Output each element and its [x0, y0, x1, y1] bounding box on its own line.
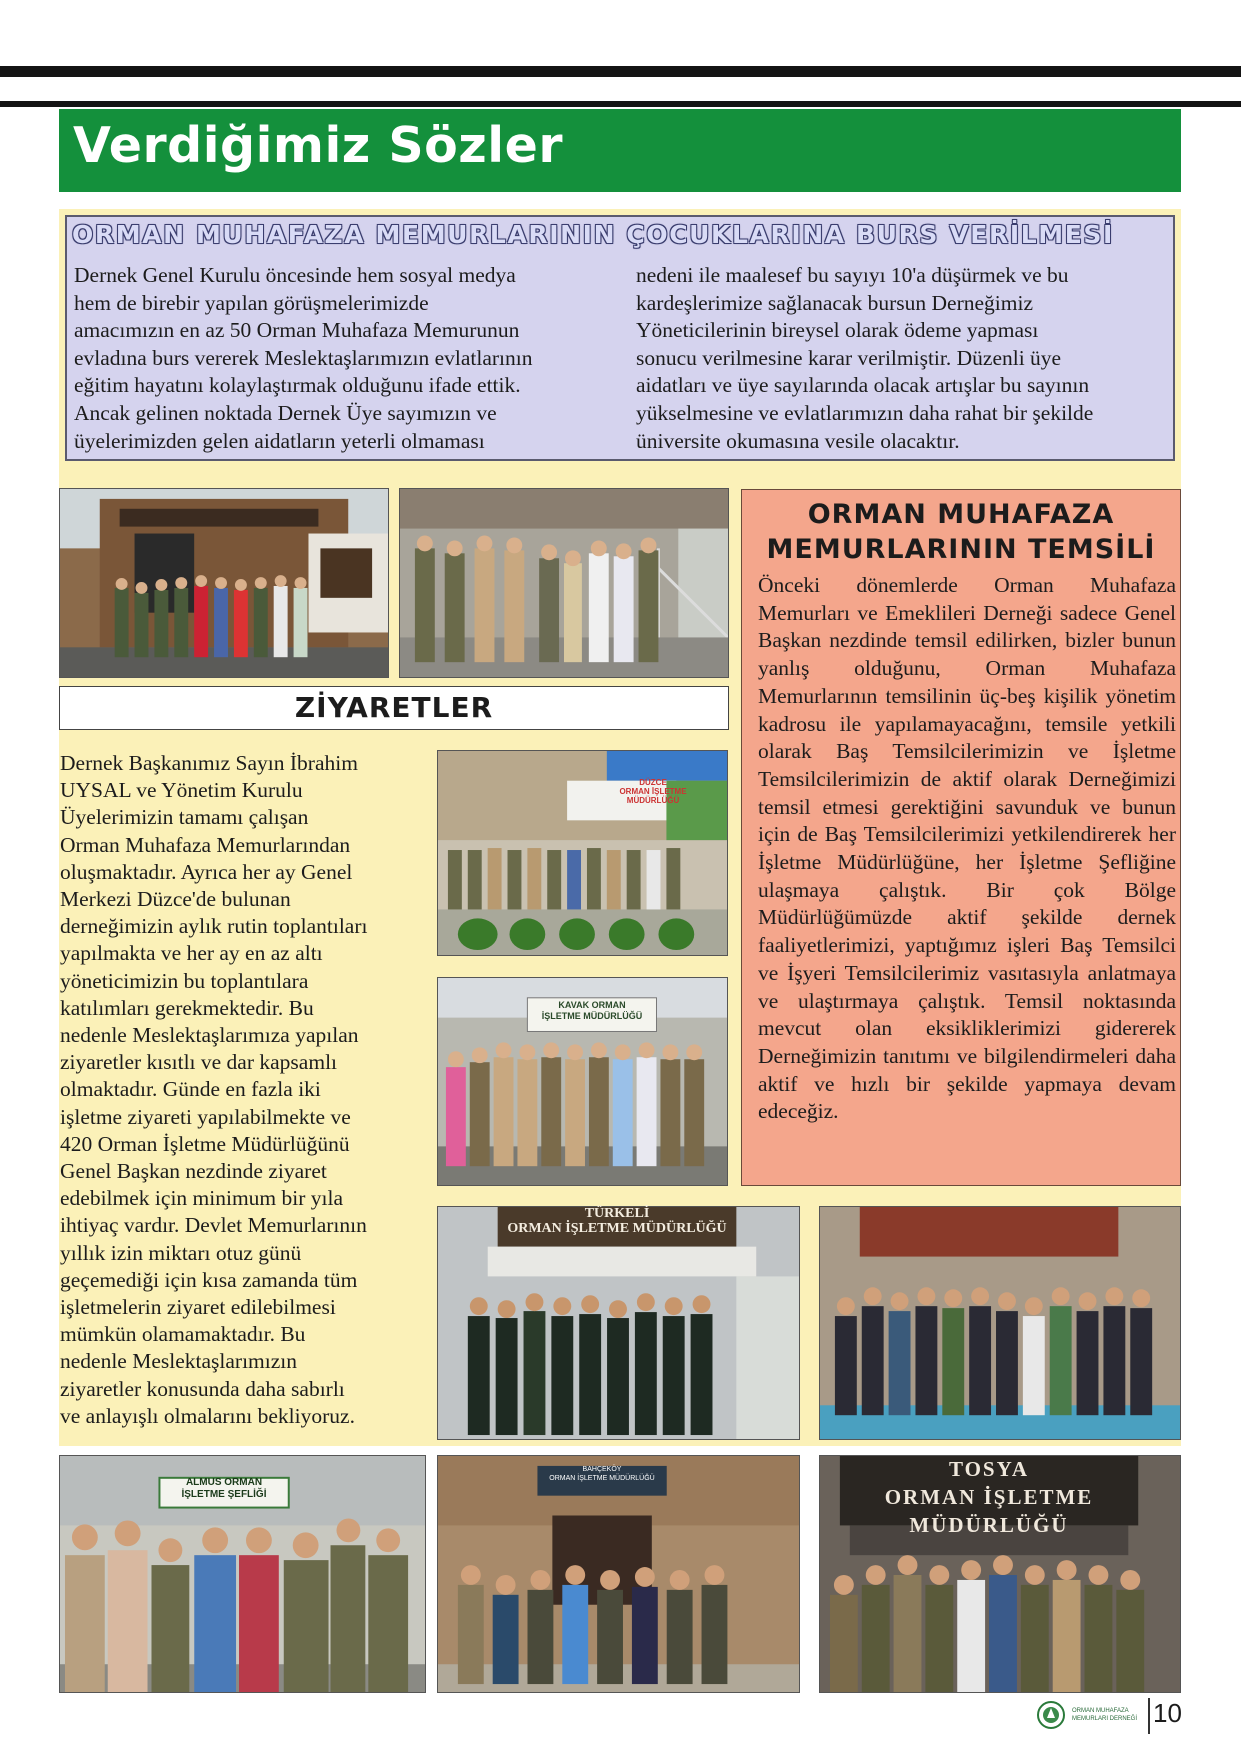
representation-title: ORMAN MUHAFAZA MEMURLARININ TEMSİLİ	[766, 499, 1156, 565]
visits-text: Dernek Başkanımız Sayın İbrahim UYSAL ve Yönetim Kurulu Üyelerimizin tamamı çalışan Orman Muhafaza Memurlarından oluşmaktadır. Ayrıca her ay Genel Merkezi Düzce'de bulunan derneğimizin aylık rutin toplantıları yapılmakta ve her ay en az altı yöneticimizin bu toplantılara katılımları gerekmektedir. Bu nedenle Meslektaşlarımıza yapılan ziyaretler kısıtlı ve dar kapsamlı olmaktadır. Günde en fazla iki işletme ziyareti yapılabilmekte ve 420 Orman İşletme Müdürlüğünü Genel Başkan nezdinde ziyaret edebilmek için minimum bir yıla ihtiyaç vardır. Devlet Memurlarının yıllık izin miktarı otuz günü geçemediği için kısa zamanda tüm işletmelerin ziyaret edilebilmesi mümkün olamamaktadır. Bu nedenle Meslektaşlarımızın ziyaretler konusunda daha sabırlı ve anlayışlı olmalarını bekliyoruz.	[60, 751, 368, 1428]
visits-title-box	[59, 686, 729, 730]
visits-title: ZİYARETLER	[294, 691, 494, 724]
footer-divider	[1148, 1698, 1150, 1734]
photo-bahcekoy	[437, 1455, 800, 1693]
sign-almus: ALMUS ORMAN İŞLETME ŞEFLİĞİ	[181, 1477, 267, 1500]
page-title-bar	[59, 109, 1181, 192]
association-logo-icon	[1036, 1700, 1066, 1730]
header-rule-thick	[0, 66, 1241, 77]
photo-large-group	[819, 1206, 1181, 1440]
photo-group-building	[59, 488, 389, 678]
representation-text: Önceki dönemlerde Orman Muhafaza Memurları ve Emeklileri Derneği sadece Genel Başkan nezdinde temsil edilirken, bizler bunun yanlış olduğunu, Orman Muhafaza Memurlarının temsilinin üç-beş kişilik yönetim kadrosu ile yapılamayacağını, temsile yetkili olarak Baş Temsilcilerimizin ve İşletme Temsilcilerimizin de aktif olarak Derneğimizi temsil etmesi gerektiğini savunduk ve bunun için de Baş Temsilcilerimizi yetkilendirerek her İşletme Müdürlüğüne, her İşletme Şefliğine ulaşmaya çalıştık. Bir çok Bölge Müdürlüğümüzde aktif şekilde dernek faaliyetlerimizi, yaptığımız işleri Baş Temsilci ve İşyeri Temsilcilerimiz vasıtasıyla anlatmaya ve ulaştırmaya çalıştık. Temsil noktasında mevcut olan eksikliklerimizi gidererek Derneğimizin tanıtımı ve bilgilendirmeleri daha aktif ve hızlı bir şekilde yapmaya devam edeceğiz.	[758, 573, 1176, 1124]
sign-kavak: KAVAK ORMAN İŞLETME MÜDÜRLÜĞÜ	[541, 1000, 643, 1021]
sign-duzce: DÜZCE ORMAN İŞLETME MÜDÜRLÜĞÜ	[619, 778, 687, 805]
sign-tosya: TOSYA ORMAN İŞLETME MÜDÜRLÜĞÜ	[884, 1457, 1094, 1537]
scholarship-title: ORMAN MUHAFAZA MEMURLARININ ÇOCUKLARINA BURS VERİLMESİ	[72, 220, 1114, 249]
sign-bahcekoy: BAHÇEKÖY ORMAN İŞLETME MÜDÜRLÜĞÜ	[549, 1466, 655, 1482]
scholarship-text-left: Dernek Genel Kurulu öncesinde hem sosyal medya hem de birebir yapılan görüşmelerimizde amacımızın en az 50 Orman Muhafaza Memurunun evladına burs vererek Meslektaşlarımızın evlatlarının eğitim hayatını kolaylaştırmak olduğunu ifade ettik. Ancak gelinen noktada Dernek Üye sayımızın ve üyelerimizden gelen aidatların yeterli olmaması	[74, 263, 533, 453]
page-title: Verdiğimiz Sözler	[73, 117, 563, 174]
page-number: 10	[1153, 1698, 1182, 1728]
sign-turkeli: TÜRKELİ ORMAN İŞLETME MÜDÜRLÜĞÜ	[507, 1206, 727, 1236]
footer-org-name: ORMAN MUHAFAZA MEMURLARI DERNEĞİ	[1072, 1708, 1138, 1722]
photo-group-stairs	[399, 488, 729, 678]
photo-turkeli	[437, 1206, 800, 1440]
scholarship-text-right: nedeni ile maalesef bu sayıyı 10'a düşürmek ve bu kardeşlerimize sağlanacak bursun Derneğimiz Yöneticilerinin bireysel olarak ödeme yapması sonucu verilmesine karar verilmiştir. Düzenli üye aidatları ve üye sayılarında olacak artışlar bu sayının yükselmesine ve evlatlarımızın daha rahat bir şekilde üniversite okumasına vesile olacaktır.	[636, 263, 1094, 453]
header-rule-thin	[0, 101, 1241, 107]
